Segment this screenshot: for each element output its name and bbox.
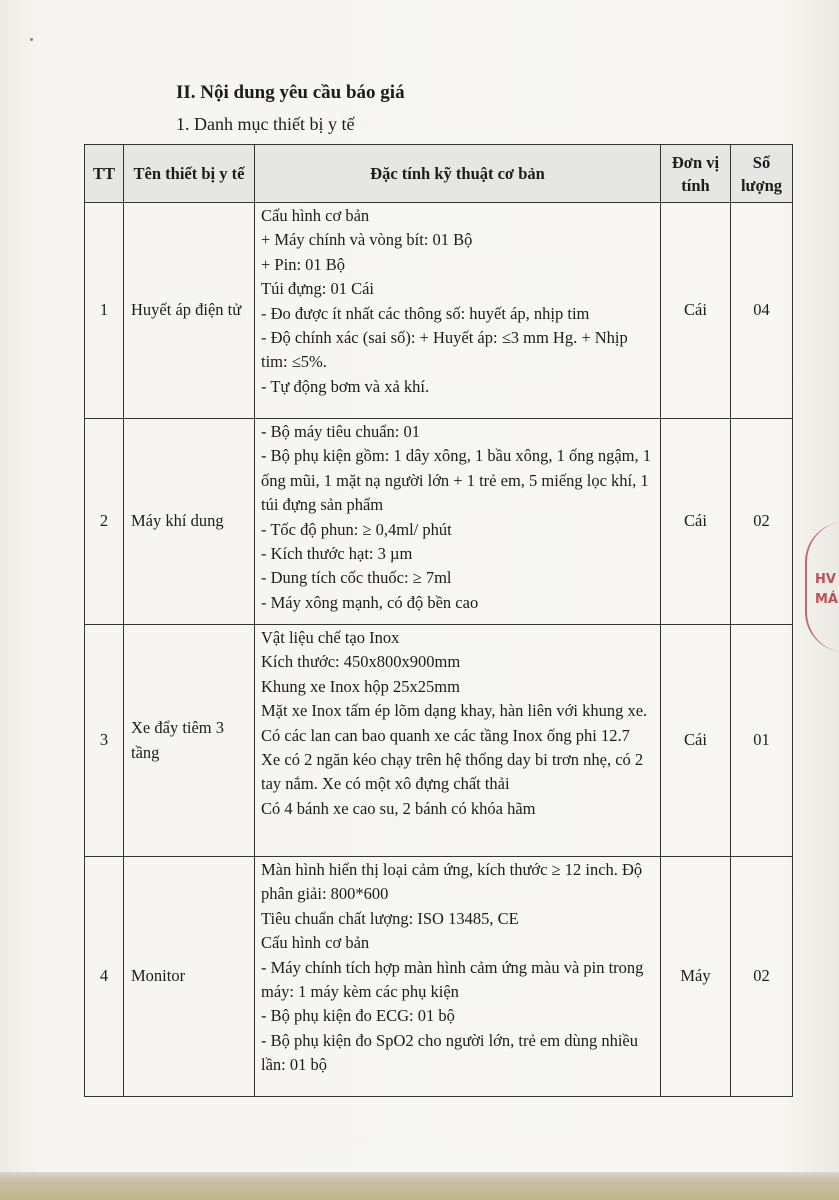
cell-tt: 2 [85,419,124,625]
header-unit: Đơn vị tính [661,145,731,203]
cell-qty: 01 [731,625,793,857]
spec-line: - Bộ phụ kiện đo SpO2 cho người lớn, trẻ em dùng nhiều lần: 01 bộ [261,1030,638,1075]
cell-tt: 1 [85,203,124,419]
spec-line: - Bộ phụ kiện đo ECG: 01 bộ [261,1006,455,1026]
spec-line: - Kích thước hạt: 3 µm [261,544,413,564]
cell-spec [255,419,661,625]
spec-line: + Máy chính và vòng bít: 01 Bộ [261,230,473,250]
spec-line: - Máy chính tích hợp màn hình cảm ứng màu và pin trong máy: 1 máy kèm các phụ kiện [261,957,644,1002]
equipment-table [84,144,793,1097]
spec-line: - Máy xông mạnh, có độ bền cao [261,592,479,612]
paper-speck [30,38,33,41]
cell-tt: 4 [85,857,124,1097]
spec-line: - Bộ máy tiêu chuẩn: 01 [261,422,421,441]
table-row [85,203,793,419]
table-row [85,857,793,1097]
spec-line: Mặt xe Inox tấm ép lõm dạng khay, hàn liên với khung xe. Có các lan can bao quanh xe các tầng Inox ống phi 12.7 [261,701,648,745]
spec-line: - Dung tích cốc thuốc: ≥ 7ml [261,568,452,588]
cell-qty: 04 [731,203,793,419]
header-name: Tên thiết bị y tế [124,145,255,203]
spec-line: Khung xe Inox hộp 25x25mm [261,676,460,696]
header-spec: Đặc tính kỹ thuật cơ bản [255,145,661,203]
stamp-text-line-2: MÁ [815,592,838,607]
table-row [85,625,793,857]
spec-line: + Pin: 01 Bộ [261,254,346,274]
cell-name: Máy khí dung [124,419,255,625]
cell-spec [255,857,661,1097]
cell-unit: Cái [661,419,731,625]
cell-tt: 3 [85,625,124,857]
table-header-row [85,145,793,203]
cell-qty: 02 [731,857,793,1097]
table-row [85,419,793,625]
spec-line: - Tự động bơm và xả khí. [261,376,430,396]
spec-line: Cấu hình cơ bản [261,933,370,953]
section-heading: II. Nội dung yêu cầu báo giá [176,82,405,103]
cell-name: Monitor [124,857,255,1097]
cell-name: Xe đẩy tiêm 3 tầng [124,625,255,857]
page-bottom-shadow [0,1172,839,1200]
spec-line: - Đo được ít nhất các thông số: huyết áp, nhịp tim [261,303,590,323]
cell-unit: Cái [661,625,731,857]
red-seal-stamp [805,522,839,652]
section-subheading: 1. Danh mục thiết bị y tế [176,114,355,134]
spec-line: Cấu hình cơ bản [261,206,370,225]
stamp-text-line-1: HV [815,572,836,587]
cell-name: Huyết áp điện tử [124,203,255,419]
spec-line: Kích thước: 450x800x900mm [261,652,461,672]
cell-spec [255,203,661,419]
spec-line: Túi đựng: 01 Cái [261,279,374,299]
spec-line: Màn hình hiển thị loại cảm ứng, kích thước ≥ 12 inch. Độ phân giải: 800*600 [261,860,643,904]
header-tt: TT [85,145,124,203]
spec-line: Có 4 bánh xe cao su, 2 bánh có khóa hãm [261,798,536,818]
cell-unit: Cái [661,203,731,419]
spec-line: Vật liệu chế tạo Inox [261,628,400,647]
cell-qty: 02 [731,419,793,625]
spec-line: Tiêu chuẩn chất lượng: ISO 13485, CE [261,908,519,928]
spec-line: - Độ chính xác (sai số): + Huyết áp: ≤3 mm Hg. + Nhịp tim: ≤5%. [261,328,628,372]
spec-line: Xe có 2 ngăn kéo chạy trên hệ thống day bi trơn nhẹ, có 2 tay nắm. Xe có một xô đựng chất thải [261,750,644,794]
spec-line: - Bộ phụ kiện gồm: 1 dây xông, 1 bầu xông, 1 ống ngậm, 1 ống mũi, 1 mặt nạ người lớn + 1 trẻ em, 5 miếng lọc khí, 1 túi đựng sản phẩm [261,446,652,515]
cell-spec [255,625,661,857]
spec-line: - Tốc độ phun: ≥ 0,4ml/ phút [261,519,452,539]
cell-unit: Máy [661,857,731,1097]
header-qty: Số lượng [731,145,793,203]
